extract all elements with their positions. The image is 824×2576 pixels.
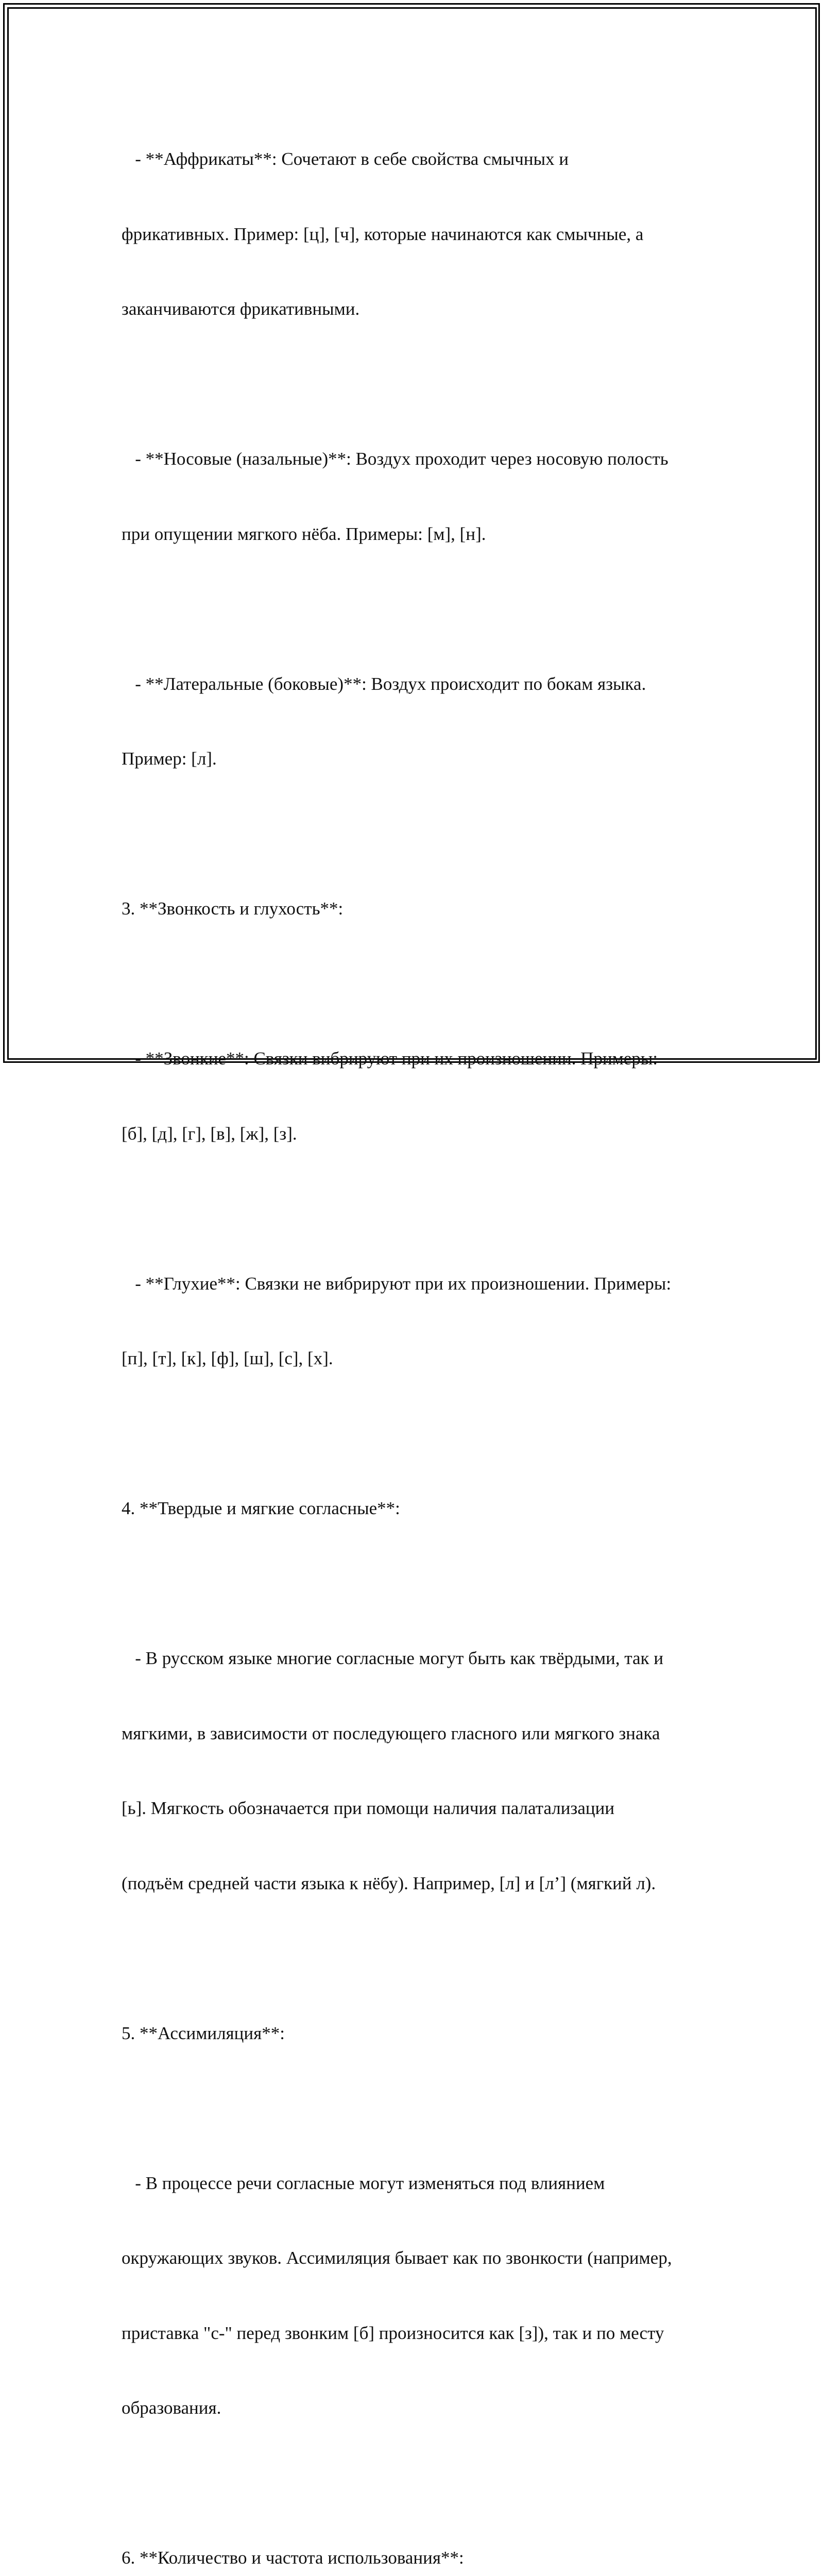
text-line: фрикативных. Пример: [ц], [ч], которые начинаются как смычные, а (122, 224, 644, 244)
text-line: - **Звонкие**: Связки вибрируют при их произношении. Примеры: (122, 1048, 658, 1069)
text-line: мягкими, в зависимости от последующего гласного или мягкого знака (122, 1723, 660, 1743)
text-line: 5. **Ассимиляция**: (122, 2023, 285, 2043)
text-line: Пример: [л]. (122, 749, 217, 769)
text-line: 3. **Звонкость и глухость**: (122, 899, 344, 919)
paragraph-lateral (122, 622, 709, 822)
text-line: 4. **Твердые и мягкие согласные**: (122, 1498, 400, 1518)
paragraph-nasal (122, 397, 709, 597)
text-line: - **Латеральные (боковые)**: Воздух происходит по бокам языка. (122, 673, 646, 694)
section-heading-6 (122, 2496, 709, 2576)
paragraph-affricates (122, 97, 709, 372)
section-heading-5 (122, 1971, 709, 2096)
text-line: - **Глухие**: Связки не вибрируют при их произношении. Примеры: (122, 1273, 672, 1294)
text-line: при опущении мягкого нёба. Примеры: [м], [н]. (122, 523, 486, 544)
paragraph-voiceless (122, 1222, 709, 1421)
text-line: (подъём средней части языка к нёбу). Например, [л] и [л’] (мягкий л). (122, 1873, 656, 1893)
text-line: заканчиваются фрикативными. (122, 299, 360, 319)
text-line: - **Носовые (назальные)**: Воздух проходит через носовую полость (122, 449, 668, 469)
text-line: - В процессе речи согласные могут изменяться под влиянием (122, 2173, 605, 2193)
document-body (122, 97, 709, 2576)
paragraph-hard-soft (122, 1596, 709, 1946)
text-line: - В русском языке многие согласные могут быть как твёрдыми, так и (122, 1648, 664, 1668)
paragraph-assimilation (122, 2121, 709, 2471)
text-line: [б], [д], [г], [в], [ж], [з]. (122, 1123, 297, 1144)
text-line: окружающих звуков. Ассимиляция бывает как по звонкости (например, (122, 2248, 672, 2268)
text-line: [п], [т], [к], [ф], [ш], [с], [х]. (122, 1348, 333, 1368)
section-heading-3 (122, 846, 709, 972)
paragraph-voiced (122, 996, 709, 1196)
text-line: - **Аффрикаты**: Сочетают в себе свойства смычных и (122, 149, 569, 169)
text-line: 6. **Количество и частота использования**: (122, 2548, 464, 2568)
section-heading-4 (122, 1446, 709, 1571)
text-line: [ь]. Мягкость обозначается при помощи наличия палатализации (122, 1798, 615, 1818)
text-line: образования. (122, 2398, 221, 2418)
text-line: приставка "с-" перед звонким [б] произносится как [з]), так и по месту (122, 2323, 664, 2343)
